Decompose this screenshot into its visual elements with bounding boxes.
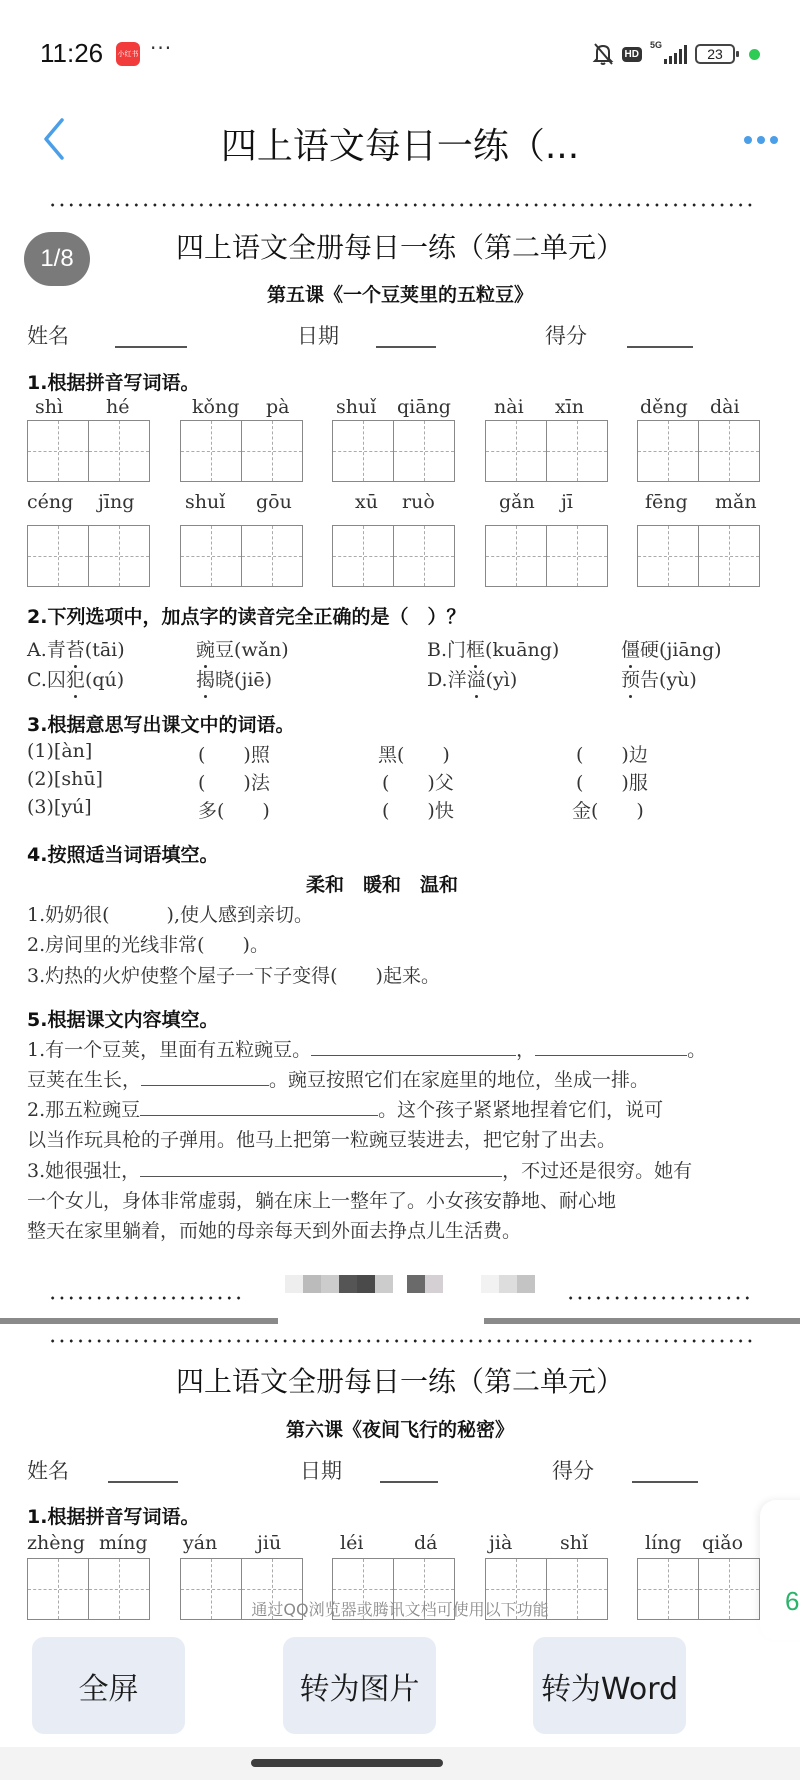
q3-item: ( )照 xyxy=(198,744,270,766)
student-info-row xyxy=(0,320,800,352)
pinyin: céng xyxy=(27,491,74,513)
q5-line-1: 1.有一个豆荚，里面有五粒豌豆。 ， 。 xyxy=(27,1039,707,1061)
q5-line-6: 一个女儿，身体非常虚弱，躺在床上一整年了。小女孩安静地、耐心地 xyxy=(27,1190,617,1212)
dotted-divider xyxy=(566,1295,754,1301)
home-indicator[interactable] xyxy=(251,1759,443,1767)
option-a-word-2: 豌豆(wǎn) xyxy=(196,635,289,662)
word-choices: 柔和 暖和 温和 xyxy=(306,874,459,896)
notification-app-icon: 小红书 xyxy=(116,42,140,66)
question-1-heading: 1.根据拼音写词语。 xyxy=(27,372,200,394)
writing-grid xyxy=(485,525,608,587)
pinyin: qiāng xyxy=(397,396,451,418)
page-separator xyxy=(0,1318,278,1324)
q5-line-7: 整天在家里躺着，而她的母亲每天到外面去挣点儿生活费。 xyxy=(27,1220,522,1242)
option-b-word-2: 僵硬(jiāng) xyxy=(621,635,722,662)
date-blank xyxy=(376,346,436,348)
dotted-divider xyxy=(48,1338,754,1344)
pinyin: shuǐ xyxy=(185,491,226,513)
convert-to-image-button[interactable]: 转为图片 xyxy=(283,1637,436,1734)
q3-item: ( )快 xyxy=(382,800,454,822)
pinyin: yán xyxy=(183,1532,218,1554)
pinyin: mǎn xyxy=(715,491,757,513)
q5-line-5: 3.她很强壮， ，不过还是很穷。她有 xyxy=(27,1160,693,1182)
pinyin: léi xyxy=(340,1532,364,1554)
option-d-word-1: D.洋溢(yì) xyxy=(427,665,517,692)
page-separator xyxy=(484,1318,800,1324)
pinyin: míng xyxy=(99,1532,148,1554)
q3-item: 金( ) xyxy=(572,800,644,822)
signal-5g-icon xyxy=(650,40,687,64)
q3-item: ( )父 xyxy=(382,772,454,794)
writing-grid xyxy=(180,420,303,482)
status-time: 11:26 xyxy=(40,38,104,68)
side-card-number: 6 xyxy=(785,1586,800,1616)
q3-item: 黑( ) xyxy=(378,744,450,766)
date-label: 日期 xyxy=(297,324,339,348)
score-label: 得分 xyxy=(552,1459,594,1483)
lesson-subtitle: 第六课《夜间飞行的秘密》 xyxy=(285,1419,514,1441)
name-blank xyxy=(108,1481,178,1483)
feature-hint: 通过QQ浏览器或腾讯文档可使用以下功能 xyxy=(251,1600,549,1619)
pinyin: shǐ xyxy=(560,1532,589,1554)
pinyin: kǒng xyxy=(192,396,240,418)
hd-voice-icon: HD xyxy=(622,47,642,62)
sheet-title: 四上语文全册每日一练（第二单元） xyxy=(175,231,624,264)
privacy-indicator-dot xyxy=(749,49,760,60)
pinyin: jīng xyxy=(98,491,135,513)
pinyin: qiǎo xyxy=(702,1532,744,1554)
q5-line-3: 2.那五粒豌豆 。这个孩子紧紧地捏着它们，说可 xyxy=(27,1099,664,1121)
dotted-divider xyxy=(48,202,754,208)
pinyin: shuǐ xyxy=(336,396,377,418)
document-viewer[interactable] xyxy=(0,180,800,1780)
option-c-word-1: C.囚犯(qú) xyxy=(27,665,124,692)
fullscreen-button[interactable]: 全屏 xyxy=(32,1637,185,1734)
redacted-watermark xyxy=(285,1275,535,1293)
status-bar xyxy=(0,0,800,100)
page-indicator: 1/8 xyxy=(24,232,90,286)
name-label: 姓名 xyxy=(27,324,69,348)
q3-item: ( )服 xyxy=(576,772,648,794)
pinyin: jiū xyxy=(257,1532,282,1554)
q5-line-2: 豆荚在生长， 。豌豆按照它们在家庭里的地位，坐成一排。 xyxy=(27,1069,650,1091)
more-notifications-icon: ··· xyxy=(150,36,173,60)
option-c-word-2: 揭晓(jiē) xyxy=(196,665,272,692)
q3-item: ( )边 xyxy=(576,744,648,766)
pinyin: xū xyxy=(355,491,378,513)
pinyin: jī xyxy=(561,491,573,513)
writing-grid xyxy=(27,420,150,482)
score-blank xyxy=(632,1481,698,1483)
pinyin: shì xyxy=(35,396,64,418)
q3-item: ( )法 xyxy=(198,772,270,794)
score-blank xyxy=(627,346,693,348)
pinyin: gǎn xyxy=(499,491,535,513)
writing-grid xyxy=(332,420,455,482)
writing-grid xyxy=(180,525,303,587)
writing-grid xyxy=(27,525,150,587)
more-dots-icon[interactable] xyxy=(744,136,778,144)
option-b-word-1: B.门框(kuāng) xyxy=(427,635,559,662)
pinyin: dài xyxy=(710,396,740,418)
question-4-heading: 4.按照适当词语填空。 xyxy=(27,844,219,866)
pinyin: děng xyxy=(640,396,688,418)
date-blank xyxy=(380,1481,438,1483)
name-label: 姓名 xyxy=(27,1459,69,1483)
pinyin: líng xyxy=(645,1532,682,1554)
battery-icon: 23 xyxy=(695,44,735,64)
q3-label: (1)[àn] xyxy=(27,740,93,762)
option-a-word-1: A.青苔(tāi) xyxy=(27,635,125,662)
pinyin: jià xyxy=(489,1532,513,1554)
q5-line-4: 以当作玩具枪的子弹用。他马上把第一粒豌豆装进去，把它射了出去。 xyxy=(27,1129,617,1151)
pinyin: gōu xyxy=(256,491,292,513)
pinyin: pà xyxy=(266,396,290,418)
convert-to-word-button[interactable]: 转为Word xyxy=(533,1637,686,1734)
name-blank xyxy=(115,346,187,348)
sheet-title: 四上语文全册每日一练（第二单元） xyxy=(175,1365,624,1398)
status-icons xyxy=(592,40,760,68)
q3-label: (2)[shū] xyxy=(27,768,103,790)
pinyin: hé xyxy=(106,396,130,418)
pinyin: fēng xyxy=(645,491,688,513)
pinyin: dá xyxy=(414,1532,438,1554)
option-d-word-2: 预告(yù) xyxy=(621,665,697,692)
pinyin: xīn xyxy=(555,396,585,418)
lesson-subtitle: 第五课《一个豆荚里的五粒豆》 xyxy=(266,284,533,306)
pinyin: zhèng xyxy=(27,1532,85,1554)
question-2-heading: 2.下列选项中，加点字的读音完全正确的是（ ）？ xyxy=(27,606,466,628)
student-info-row xyxy=(0,1455,800,1487)
q4-item: 3.灼热的火炉使整个屋子一下子变得( )起来。 xyxy=(27,965,440,987)
page-title: 四上语文每日一练（... xyxy=(220,126,580,167)
writing-grid xyxy=(637,525,760,587)
network-type: 5G xyxy=(650,40,663,50)
date-label: 日期 xyxy=(300,1459,342,1483)
q4-item: 1.奶奶很( ),使人感到亲切。 xyxy=(27,904,313,926)
question-1-heading: 1.根据拼音写词语。 xyxy=(27,1506,200,1528)
nav-bar xyxy=(0,100,800,180)
pinyin: ruò xyxy=(402,491,435,513)
pinyin: nài xyxy=(494,396,524,418)
score-label: 得分 xyxy=(545,324,587,348)
q3-item: 多( ) xyxy=(198,800,270,822)
q4-item: 2.房间里的光线非常( )。 xyxy=(27,934,269,956)
bell-muted-icon xyxy=(592,42,614,66)
writing-grid xyxy=(332,525,455,587)
q3-label: (3)[yú] xyxy=(27,796,92,818)
writing-grid xyxy=(485,420,608,482)
question-5-heading: 5.根据课文内容填空。 xyxy=(27,1009,219,1031)
question-3-heading: 3.根据意思写出课文中的词语。 xyxy=(27,714,295,736)
writing-grid xyxy=(637,420,760,482)
dotted-divider xyxy=(48,1295,244,1301)
